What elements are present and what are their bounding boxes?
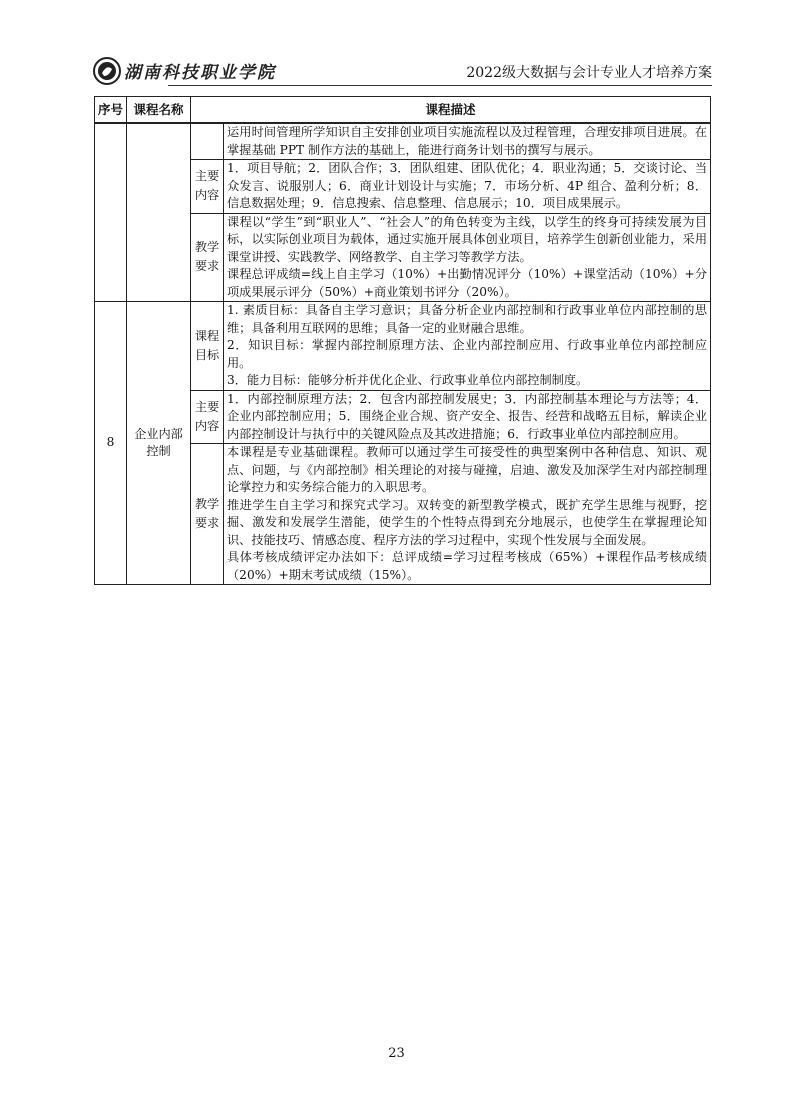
page-header xyxy=(92,56,712,86)
page-number: 23 xyxy=(388,1046,405,1061)
row-number: 8 xyxy=(95,302,127,585)
paragraph: 课程总评成绩=线上自主学习（10%）+出勤情况评分（10%）+课堂活动（10%）+分项成果展示评分（50%）+商业策划书评分（20%）。 xyxy=(227,267,708,299)
table-header-row xyxy=(95,97,711,124)
school-logo-icon xyxy=(92,56,122,86)
school-name: 湖南科技职业学院 xyxy=(124,63,276,83)
section-label: 主要内容 xyxy=(191,160,224,214)
section-label: 教学要求 xyxy=(191,444,224,585)
paragraph: 课程以“学生”到“职业人”、“社会人”的角色转变为主线，以学生的终身可持续发展为目标，以实际创业项目为载体，通过实施开展具体创业项目，培养学生创新创业能力，采用课堂讲授、实践教学、网络教学、自主学习等教学方法。 xyxy=(227,214,708,264)
paragraph: 3．能力目标：能够分析并优化企业、行政事业单位内部控制制度。 xyxy=(227,373,589,387)
course-table xyxy=(94,96,711,585)
row-number xyxy=(95,123,127,302)
paragraph: 1．内部控制原理方法；2．包含内部控制发展史；3．内部控制基本理论与方法等；4．企业内部控制应用；5．围绕企业合规、资产安全、报告、经营和战略五目标，解读企业内部控制设计与执行中的关键风险点及其改进措施；6．行政事业单位内部控制应用。 xyxy=(227,391,708,441)
row-course-name xyxy=(127,123,191,302)
section-label: 主要内容 xyxy=(191,390,224,444)
section-label xyxy=(191,123,224,160)
section-label: 教学要求 xyxy=(191,213,224,302)
paragraph: 2．知识目标：掌握内部控制原理方法、企业内部控制应用、行政事业单位内部控制应用。 xyxy=(227,338,708,370)
section-text xyxy=(224,444,711,585)
section-label: 课程目标 xyxy=(191,302,224,391)
document-title: 2022级大数据与会计专业人才培养方案 xyxy=(466,65,712,81)
paragraph: 本课程是专业基础课程。教师可以通过学生可接受性的典型案例中各种信息、知识、观点、问题，与《内部控制》相关理论的对接与碰撞，启迪、激发及加深学生对内部控制理论掌控力和实务综合能力的入职思考。 xyxy=(227,445,708,494)
table-row xyxy=(95,302,711,391)
header-rule xyxy=(168,85,712,86)
section-text xyxy=(224,390,711,444)
paragraph: 具体考核成绩评定办法如下：总评成绩=学习过程考核成（65%）+课程作品考核成绩（20%）+期末考试成绩（15%）。 xyxy=(227,550,708,582)
paragraph: 1. 素质目标：具备自主学习意识；具备分析企业内部控制和行政事业单位内部控制的思维；具备利用互联网的思维；具备一定的业财融合思维。 xyxy=(227,303,708,335)
col-header-course-name: 课程名称 xyxy=(127,97,191,124)
paragraph: 运用时间管理所学知识自主安排创业项目实施流程以及过程管理，合理安排项目进展。在掌握基础 PPT 制作方法的基础上，能进行商务计划书的撰写与展示。 xyxy=(227,125,708,157)
section-text xyxy=(224,160,711,214)
paragraph: 1．项目导航；2．团队合作；3．团队组建、团队优化；4．职业沟通；5．交谈讨论、当众发言、说服别人；6．商业计划设计与实施；7．市场分析、4P 组合、盈利分析；8．信息数据处理；9．信息搜索、信息整理、信息展示；10．项目成果展示。 xyxy=(227,161,708,210)
section-text xyxy=(224,123,711,160)
paragraph: 推进学生自主学习和探究式学习。双转变的新型教学模式，既扩充学生思维与视野，挖掘、激发和发展学生潜能，使学生的个性特点得到充分地展示，也使学生在掌握理论知识、技能技巧、情感态度、程序方法的学习过程中，实现个性发展与全面发展。 xyxy=(227,497,708,547)
section-text xyxy=(224,302,711,391)
col-header-number: 序号 xyxy=(95,97,127,124)
row-course-name: 企业内部控制 xyxy=(127,302,191,585)
col-header-description: 课程描述 xyxy=(191,97,711,124)
table-row xyxy=(95,123,711,160)
section-text xyxy=(224,213,711,302)
